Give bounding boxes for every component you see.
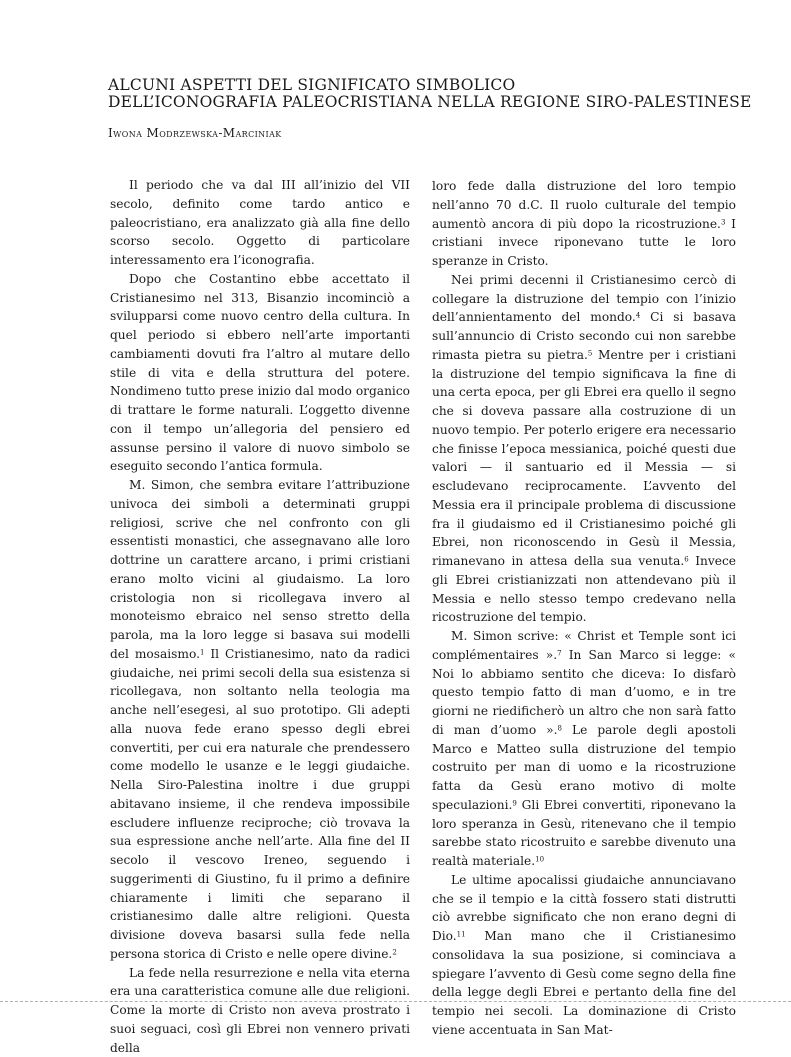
paragraph: Nei primi decenni il Cristianesimo cercò di collegare la distruzione del tempio con l’inizio dell’annientamento del mondo.$^4$ Ci si basava sull’annuncio di Cristo secondo cui non sarebbe rimasta pietra su pietra.$^5$ Mentre per i cristiani la distruzione del tempio significava la fine di una certa epoca, per gli Ebrei era quello il segno che si doveva passare alla costruzione di un nuovo tempio. Per poterlo erigere era necessario che finisse l’epoca messianica, poiché questi due valori — il santuario ed il Messia — si escludevano reciprocamente. L’avvento del Messia era il principale problema di discussione fra il giudaismo ed il Cristianesimo poiché gli Ebrei, non riconoscendo in Gesù il Messia, rimanevano in attesa della sua venuta.$^6$ Invece gli Ebrei cristianizzati non attendevano più il Messia e nello stesso tempo credevano nella ricostruzione del tempio. bbox=[432, 271, 736, 627]
paragraph: Dopo che Costantino ebbe accettato il Cristianesimo nel 313, Bisanzio incominciò a svilupparsi come nuovo centro della cultura. In quel periodo si ebbero nell’arte importanti cambiamenti dovuti fra l’altro al mutare dello stile di vita e della struttura del potere. Nondimeno tutto prese inizio dal modo organico di trattare le forme naturali. L’oggetto divenne con il tempo un’allegoria del pensiero ed assunse persino il valore di nuovo simbolo se eseguito secondo l’antica formula. bbox=[110, 270, 410, 476]
footnote-ref: 11 bbox=[457, 931, 466, 939]
footnote-ref: 10 bbox=[535, 856, 544, 864]
footnote-ref: 4 bbox=[636, 312, 640, 320]
article-title-line-2: DELL’ICONOGRAFIA PALEOCRISTIANA NELLA REGIONE SIRO-PALESTINESE bbox=[108, 94, 748, 111]
footnote-ref: 2 bbox=[392, 948, 396, 956]
footnote-ref: 3 bbox=[721, 218, 725, 226]
paragraph: Le ultime apocalissi giudaiche annunciavano che se il tempio e la città fossero stati distrutti ciò avrebbe significato che non erano degni di Dio.$^{11}$ Man mano che il Cristianesimo consolidava la sua posizione, si cominciava a spiegare l’avvento di Gesù come segno della fine della legge degli Ebrei e pertanto della fine del tempio nei secoli. La dominazione di Cristo viene accentuata in San Mat- bbox=[432, 871, 736, 1040]
article-title-line-1: ALCUNI ASPETTI DEL SIGNIFICATO SIMBOLICO bbox=[108, 77, 748, 94]
page-bottom-rule bbox=[0, 1001, 791, 1002]
paragraph: La fede nella resurrezione e nella vita eterna era una caratteristica comune alle due religioni. Come la morte di Cristo non aveva prostrato i suoi seguaci, così gli Ebrei non vennero privati della bbox=[110, 964, 410, 1057]
paragraph: M. Simon, che sembra evitare l’attribuzione univoca dei simboli a determinati gruppi religiosi, scrive che nel confronto con gli essentisti monastici, che assegnavano alle loro dottrine un carattere arcano, i primi cristiani erano molto vicini al giudaismo. La loro cristologia non si ricollegava invero al monoteismo ebraico nel senso stretto della parola, ma la loro legge si basava sui modelli del mosaismo.$^1$ Il Cristianesimo, nato da radici giudaiche, nei primi secoli della sua esistenza si ricollegava, non soltanto nella teologia ma anche nell’esegesi, al suo prototipo. Gli adepti alla nuova fede erano spesso degli ebrei convertiti, per cui era naturale che prendessero come modello le usanze e le leggi giudaiche. Nella Siro-Palestina inoltre i due gruppi abitavano insieme, il che rendeva impossibile escludere influenze reciproche; ciò trovava la sua espressione anche nell’arte. Alla fine del II secolo il vescovo Ireneo, seguendo i suggerimenti di Giustino, fu il primo a definire chiaramente i limiti che separano il cristianesimo dalle altre religioni. Questa divisione doveva basarsi sulla fede nella persona storica di Cristo e nelle opere divine.$^2$ bbox=[110, 476, 410, 964]
paragraph: loro fede dalla distruzione del loro tempio nell’anno 70 d.C. Il ruolo culturale del tempio aumentò ancora di più dopo la ricostruzione.$^3$ I cristiani invece riponevano tutte le loro speranze in Cristo. bbox=[432, 177, 736, 271]
footnote-ref: 7 bbox=[557, 649, 561, 657]
paragraph: M. Simon scrive: « Christ et Temple sont ici complémentaires ».$^7$ In San Marco si legge: « Noi lo abbiamo sentito che diceva: Io disfarò questo tempio fatto di man d’uomo, e in tre giorni ne riedificherò un altro che non sarà fatto di man d’uomo ».$^8$ Le parole degli apostoli Marco e Matteo sulla distruzione del tempio costruito per man di uomo e la ricostruzione fatta da Gesù erano motivo di molte speculazioni.$^9$ Gli Ebrei convertiti, riponevano la loro speranza in Gesù, ritenevano che il tempio sarebbe stato ricostruito e sarebbe divenuto una realtà materiale.$^{10}$ bbox=[432, 627, 736, 871]
footnote-ref: 1 bbox=[200, 648, 204, 656]
right-column bbox=[432, 177, 736, 1040]
paragraph: Il periodo che va dal III all’inizio del VII secolo, definito come tardo antico e paleocristiano, era analizzato già alla fine dello scorso secolo. Oggetto di particolare interessamento era l’iconografia. bbox=[110, 176, 410, 270]
article-title bbox=[108, 77, 748, 111]
footnote-ref: 6 bbox=[684, 556, 688, 564]
footnote-ref: 8 bbox=[558, 724, 562, 732]
footnote-ref: 9 bbox=[512, 799, 516, 807]
footnote-ref: 5 bbox=[588, 349, 592, 357]
author-name: Iwona Modrzewska-Marciniak bbox=[108, 126, 282, 140]
left-column bbox=[110, 176, 410, 1057]
